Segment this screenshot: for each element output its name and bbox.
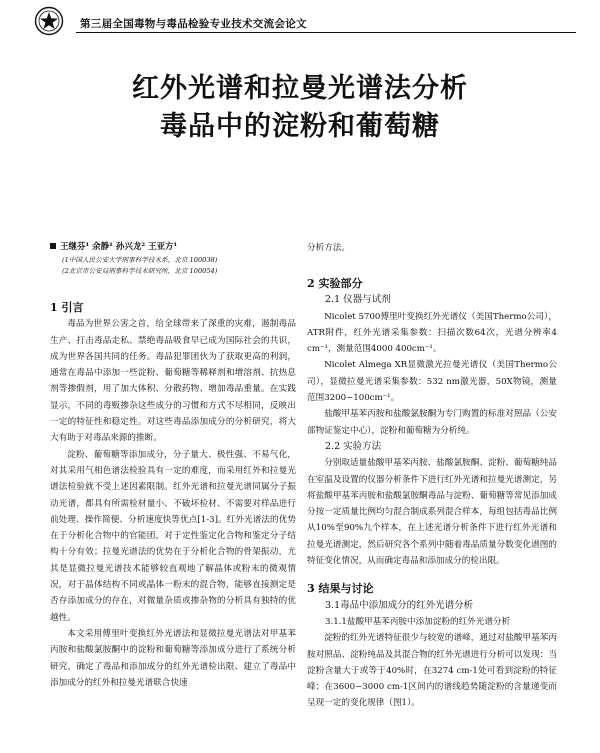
- header-rule: [76, 32, 576, 33]
- bullet-square-icon: [50, 243, 56, 249]
- author-list: [50, 240, 177, 252]
- instrument-paragraph-1: Nicolet 5700傅里叶变换红外光谱仪（美国Thermo公司），ATR附件，红外光谱采集参数：扫描次数64次，光谱分辨率4 cm⁻¹，测量范围4000 400cm⁻¹。: [307, 311, 557, 355]
- journal-emblem-icon: [34, 6, 64, 36]
- section-2-1-heading: 2.1 仪器与试剂: [325, 294, 391, 306]
- intro-paragraph-3: 本文采用傅里叶变换红外光谱法和显微拉曼光谱法对甲基苯丙胺和盐酸氯胺酮中的淀粉和葡萄糖等添加成分进行了系统分析研究，确定了毒品和添加成分的红外光谱检出限、建立了毒品中添加成分的红外和拉曼光谱联合快速: [50, 628, 296, 688]
- journal-title: 第三届全国毒物与毒品检验专业技术交流会论文: [80, 18, 307, 30]
- section-2-heading: 2 实验部分: [307, 277, 363, 290]
- section-3-1-1-heading: 3.1.1盐酸甲基苯丙胺中添加淀粉的红外光谱分析: [325, 616, 511, 627]
- affiliation-1: (1中国人民公安大学刑事科学技术系，北京 100038): [62, 256, 218, 264]
- section-1-heading: 1 引言: [50, 301, 84, 314]
- results-paragraph-1: 淀粉的红外光谱特征很少与较宽的谱峰，通过对盐酸甲基苯丙胺对照品、淀粉纯品及其混合物的红外光谱进行分析可以发现：当淀粉含量大于或等于40%时，在3274 cm-1处可看到淀粉的特征峰；在3600~3000 cm-1区间内的谱线趋势随淀粉的含量递变而呈现一定的变化规律（图1）。: [307, 633, 557, 709]
- method-paragraph: 分别取适量盐酸甲基苯丙胺、盐酸氯胺酮、淀粉、葡萄糖纯品在室温及设置的仪器分析条件下进行红外光谱和拉曼光谱测定，另将盐酸甲基苯丙胺和盐酸氯胺酮毒品与淀粉、葡萄糖等常见添加成分按一定质量比例均匀混合制成系列混合样本，每组包括毒品比例从10%至90%九个样本，在上述光谱分析条件下进行红外光谱和拉曼光谱测定，然后研究各个系列中随着毒品质量分数变化谱图的特征变化情况，从而确定毒品和添加成分的检出限。: [307, 458, 557, 567]
- author-names: 王继芬¹ 余静¹ 孙兴龙² 王亚方¹: [60, 242, 178, 252]
- instrument-paragraph-3: 盐酸甲基苯丙胺和盐酸氯胺酮为专门购置的标准对照品（公安部物证鉴定中心），淀粉和葡萄糖为分析纯。: [307, 409, 557, 436]
- section-3-1-heading: 3.1毒品中添加成分的红外光谱分析: [325, 599, 474, 611]
- journal-header: [24, 6, 576, 36]
- intro-paragraph-2: 淀粉、葡萄糖等添加成分，分子量大、极性强、不易气化，对其采用气相色谱法检验具有一定的难度，而采用红外和拉曼光谱法检验就不受上述因素限制。红外光谱和拉曼光谱同属分子振动光谱，都具有所需检材量小、不破坏检材、不需要对样品进行前处理、操作简便、分析速度快等优点[1-3]。红外光谱法的优势在于分析化合物中的官能团，对于定性鉴定化合物和鉴定分子结构十分有效；拉曼光谱法的优势在于分析化合物的骨架振动，尤其是显微拉曼光谱技术能够较直观地了解晶体或粉末的微观情况，对于晶体结构不同或晶体一粉末的混合物，能够直接测定是否存添加成分的存在，对微量杂质或掺杂物的分析具有独特的优越性。: [50, 449, 296, 623]
- paper-title-line2: 毒品中的淀粉和葡萄糖: [160, 111, 440, 142]
- section-3-heading: 3 结果与讨论: [307, 582, 374, 596]
- intro-paragraph-1: 毒品为世界公害之首，给全球带来了深重的灾难，遏制毒品生产、打击毒品走私、禁绝毒品吸食早已成为国际社会的共识，成为世界各国共同的任务。毒品犯罪团伙为了获取更高的利润，通常在毒品中添加一些淀粉、葡萄糖等稀释剂和增溶剂、抗热息剂等掺假剂，用了加大体积、分散药物、增加毒品重量。在实践显示，不同的毒贩掺杂这些成分的习惯和方式不尽相同，反映出一定的特征性和稳定性。对这些毒品添加成分的分析研究，将大大有助于对毒品来源的推断。: [50, 319, 296, 444]
- instrument-paragraph-2: Nicolet Almega XR显微激光拉曼光谱仪（美国Thermo公司），显微拉曼光谱采集参数：532 nm激光器，50X物镜，测量范围3200~100cm⁻¹。: [307, 360, 557, 404]
- paper-title-line1: 红外光谱和拉曼光谱法分析: [132, 73, 468, 104]
- section-2-2-heading: 2.2 实验方法: [325, 440, 382, 452]
- right-column: [307, 276, 557, 712]
- affiliation-2: (2北京市公安局刑事科学技术研究所，北京 100054): [62, 267, 218, 275]
- left-column: [50, 300, 296, 691]
- right-column-continuation: 分析方法。: [307, 243, 350, 253]
